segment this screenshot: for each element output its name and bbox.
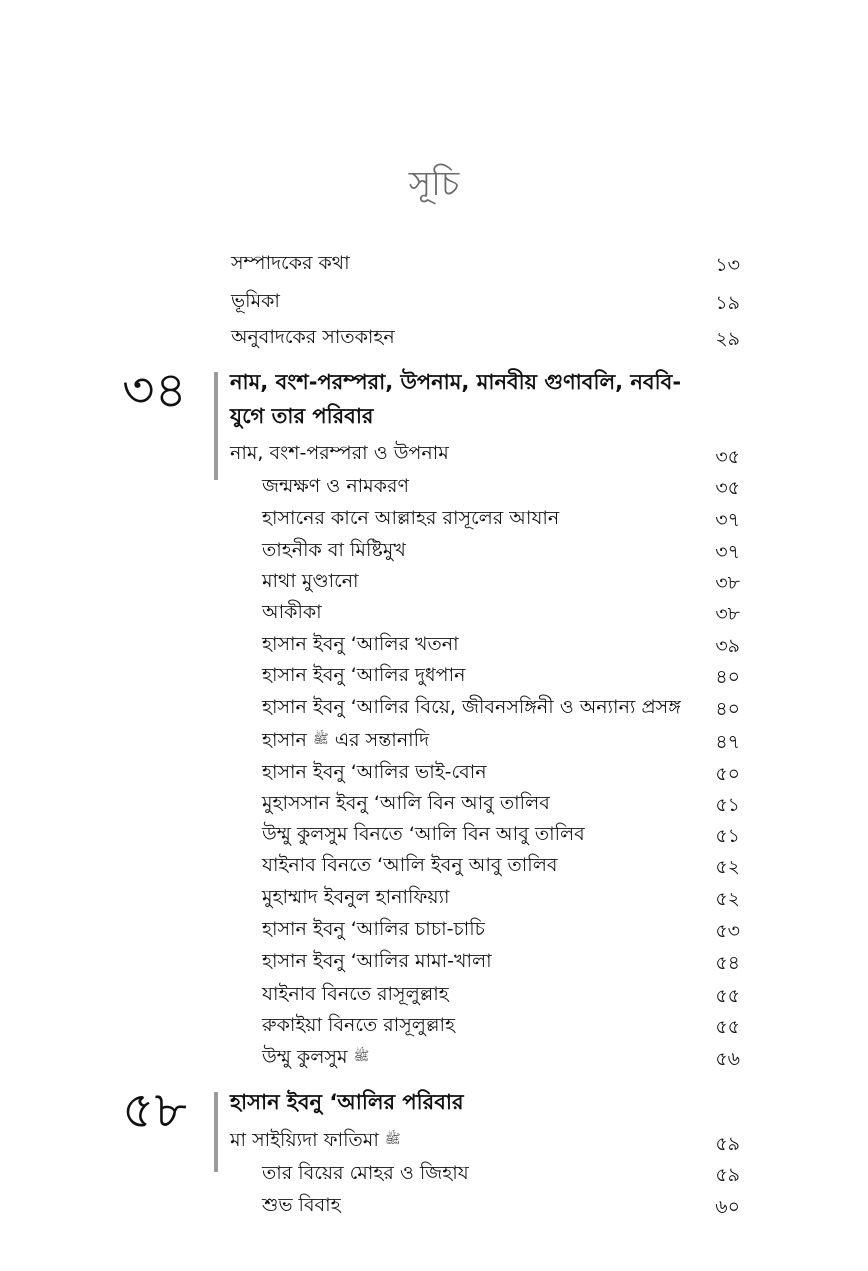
toc-page: ৫২ [715,888,740,910]
toc-page: ৩৫ [715,477,740,499]
toc-page: ৩৫ [715,446,740,468]
toc-label: হাসান ইবনু ‘আলির খতনা [262,633,459,655]
chapter-divider [214,1092,218,1172]
toc-label: মুহাসসান ইবনু ‘আলি বিন আবু তালিব [262,792,550,814]
toc-label: সম্পাদকের কথা [231,252,350,274]
toc-page: ৫৯ [715,1164,740,1186]
toc-label: তার বিয়ের মোহর ও জিহায [262,1162,469,1184]
toc-label-suffix: এর সন্তানাদি [334,729,430,751]
chapter-title[interactable]: নাম, বংশ-পরম্পরা, উপনাম, মানবীয় গুণাবলি, নববি- [230,370,682,394]
section-label: মা সাইয়্যিদা ফাতিমা [230,1129,379,1151]
chapter-number: ৩৪ [122,361,187,419]
toc-label: আকীকা [262,601,322,623]
toc-label: ভূমিকা [231,290,280,312]
toc-page: ৫২ [715,856,740,878]
toc-label: অনুবাদকের সাতকাহন [231,326,395,348]
toc-page: ২৯ [715,328,740,350]
toc-page: ৫৫ [715,985,740,1007]
page-title: সূচি [408,164,460,204]
toc-page: ৩৮ [715,572,740,594]
honorific-symbol: ﷺ [312,732,329,747]
toc-label: যাইনাব বিনতে রাসূলুল্লাহ [262,983,449,1005]
section-label: নাম, বংশ-পরম্পরা ও উপনাম [230,442,449,464]
toc-label: হাসানের কানে আল্লাহর রাসূলের আযান [262,507,560,529]
toc-page: ৩৭ [715,509,740,531]
toc-page: ৫১ [715,794,740,816]
toc-page: ১৯ [715,292,740,314]
toc-label: মুহাম্মাদ ইবনুল হানাফিয়্যা [262,886,450,908]
toc-label: শুভ বিবাহ [262,1194,341,1216]
toc-page: ৪০ [715,698,740,720]
toc-label: তাহনীক বা মিষ্টিমুখ [262,539,406,561]
toc-label: হাসান ইবনু ‘আলির বিয়ে, জীবনসঙ্গিনী ও অন্যান্য প্রসঙ্গ [262,696,681,718]
toc-label: হাসান ইবনু ‘আলির মামা-খালা [262,950,492,972]
toc-page: ৫৫ [715,1016,740,1038]
toc-page: ৩৯ [715,635,740,657]
toc-page: ৫১ [715,825,740,847]
chapter-number: ৫৮ [122,1081,187,1139]
toc-page: ৫৯ [715,1133,740,1155]
toc-page: ৫৬ [715,1048,740,1070]
toc-page: ৫৪ [715,952,740,974]
toc-label: হাসান ইবনু ‘আলির চাচা-চাচি [262,918,485,940]
chapter-title-continued[interactable]: যুগে তার পরিবার [230,404,374,428]
toc-label: জন্মক্ষণ ও নামকরণ [262,475,409,497]
toc-page: ৪০ [715,666,740,688]
chapter-title[interactable]: হাসান ইবনু ‘আলির পরিবার [230,1090,464,1114]
toc-label: হাসান [262,729,307,751]
toc-label: মাথা মুণ্ডানো [262,570,359,592]
toc-page: ৪৭ [715,731,740,753]
toc-label: হাসান ইবনু ‘আলির দুধপান [262,664,466,686]
honorific-symbol: ﷺ [384,1132,401,1147]
toc-label: হাসান ইবনু ‘আলির ভাই-বোন [262,761,487,783]
toc-label: উম্মু কুলসুম [262,1046,348,1068]
toc-page: ৫৩ [715,920,740,942]
toc-page: ৬০ [715,1196,740,1218]
toc-label: যাইনাব বিনতে ‘আলি ইবনু আবু তালিব [262,854,558,876]
toc-label: রুকাইয়া বিনতে রাসূলুল্লাহ [262,1014,455,1036]
toc-page: ৩৮ [715,603,740,625]
chapter-divider [214,372,218,480]
toc-page: ৩৭ [715,541,740,563]
toc-label: উম্মু কুলসুম বিনতে ‘আলি বিন আবু তালিব [262,823,585,845]
toc-page: ১৩ [715,254,740,276]
toc-page: ৫০ [715,763,740,785]
honorific-symbol: ﷺ [353,1049,370,1064]
